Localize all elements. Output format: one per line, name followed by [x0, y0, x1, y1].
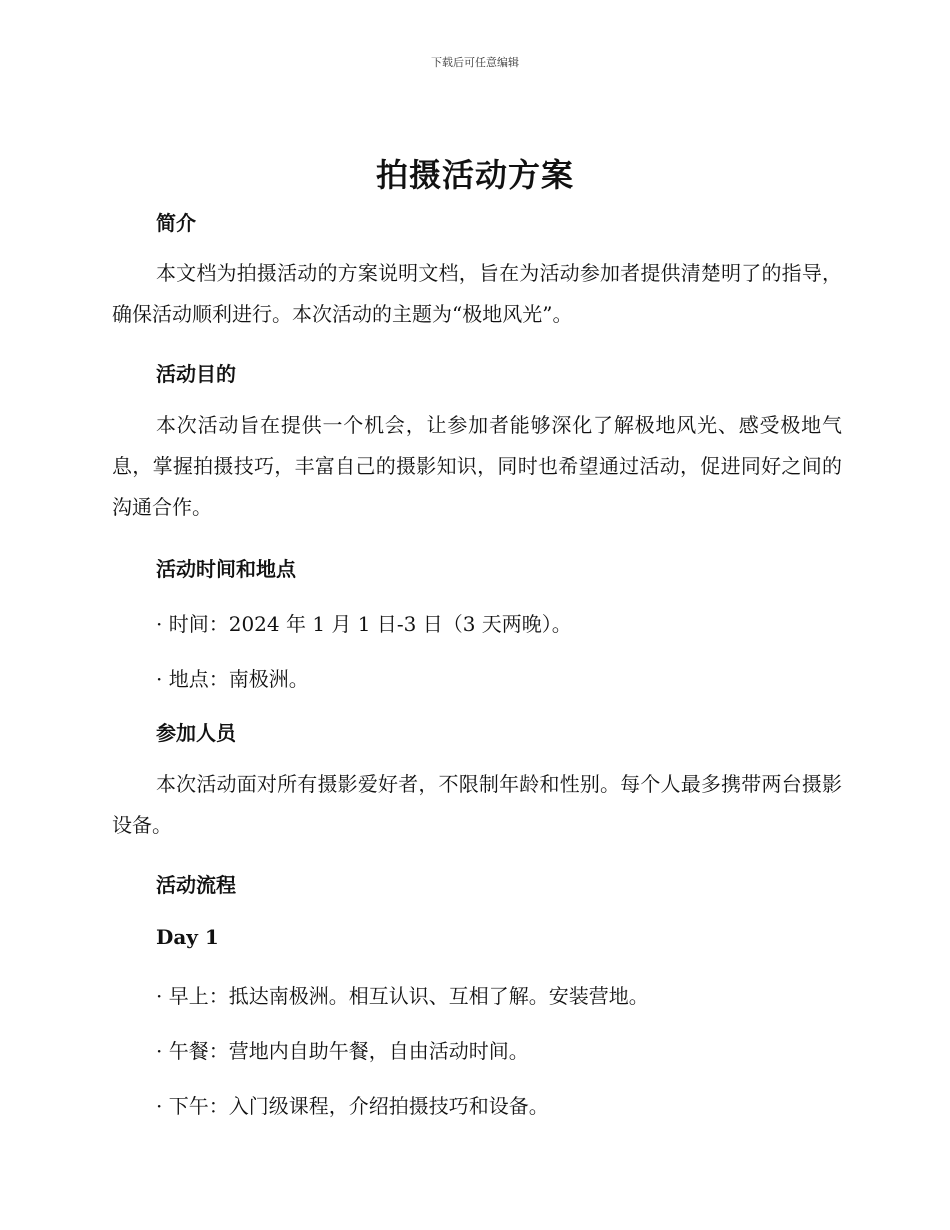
paragraph-participants: 本次活动面对所有摄影爱好者，不限制年龄和性别。每个人最多携带两台摄影设备。 — [112, 772, 842, 837]
header-note: 下载后可任意编辑 — [431, 56, 519, 69]
heading-purpose: 活动目的 — [156, 362, 236, 386]
list-item-morning: · 早上：抵达南极洲。相互认识、互相了解。安装营地。 — [156, 984, 649, 1008]
document-title: 拍摄活动方案 — [375, 156, 574, 194]
heading-participants: 参加人员 — [156, 721, 236, 745]
heading-intro: 简介 — [156, 211, 196, 235]
heading-process: 活动流程 — [156, 873, 236, 897]
list-item-lunch: · 午餐：营地内自助午餐，自由活动时间。 — [156, 1039, 529, 1063]
list-item-time: · 时间：2024 年 1 月 1 日-3 日（3 天两晚）。 — [156, 612, 572, 636]
list-item-afternoon: · 下午：入门级课程，介绍拍摄技巧和设备。 — [156, 1094, 549, 1118]
list-item-place: · 地点：南极洲。 — [156, 667, 309, 691]
paragraph-purpose: 本次活动旨在提供一个机会，让参加者能够深化了解极地风光、感受极地气息，掌握拍摄技巧，丰富自己的摄影知识，同时也希望通过活动，促进同好之间的沟通合作。 — [112, 413, 842, 519]
day1-label: Day 1 — [156, 925, 219, 949]
heading-time-place: 活动时间和地点 — [156, 557, 296, 581]
paragraph-intro: 本文档为拍摄活动的方案说明文档，旨在为活动参加者提供清楚明了的指导，确保活动顺利进行。本次活动的主题为“极地风光”。 — [112, 261, 842, 326]
